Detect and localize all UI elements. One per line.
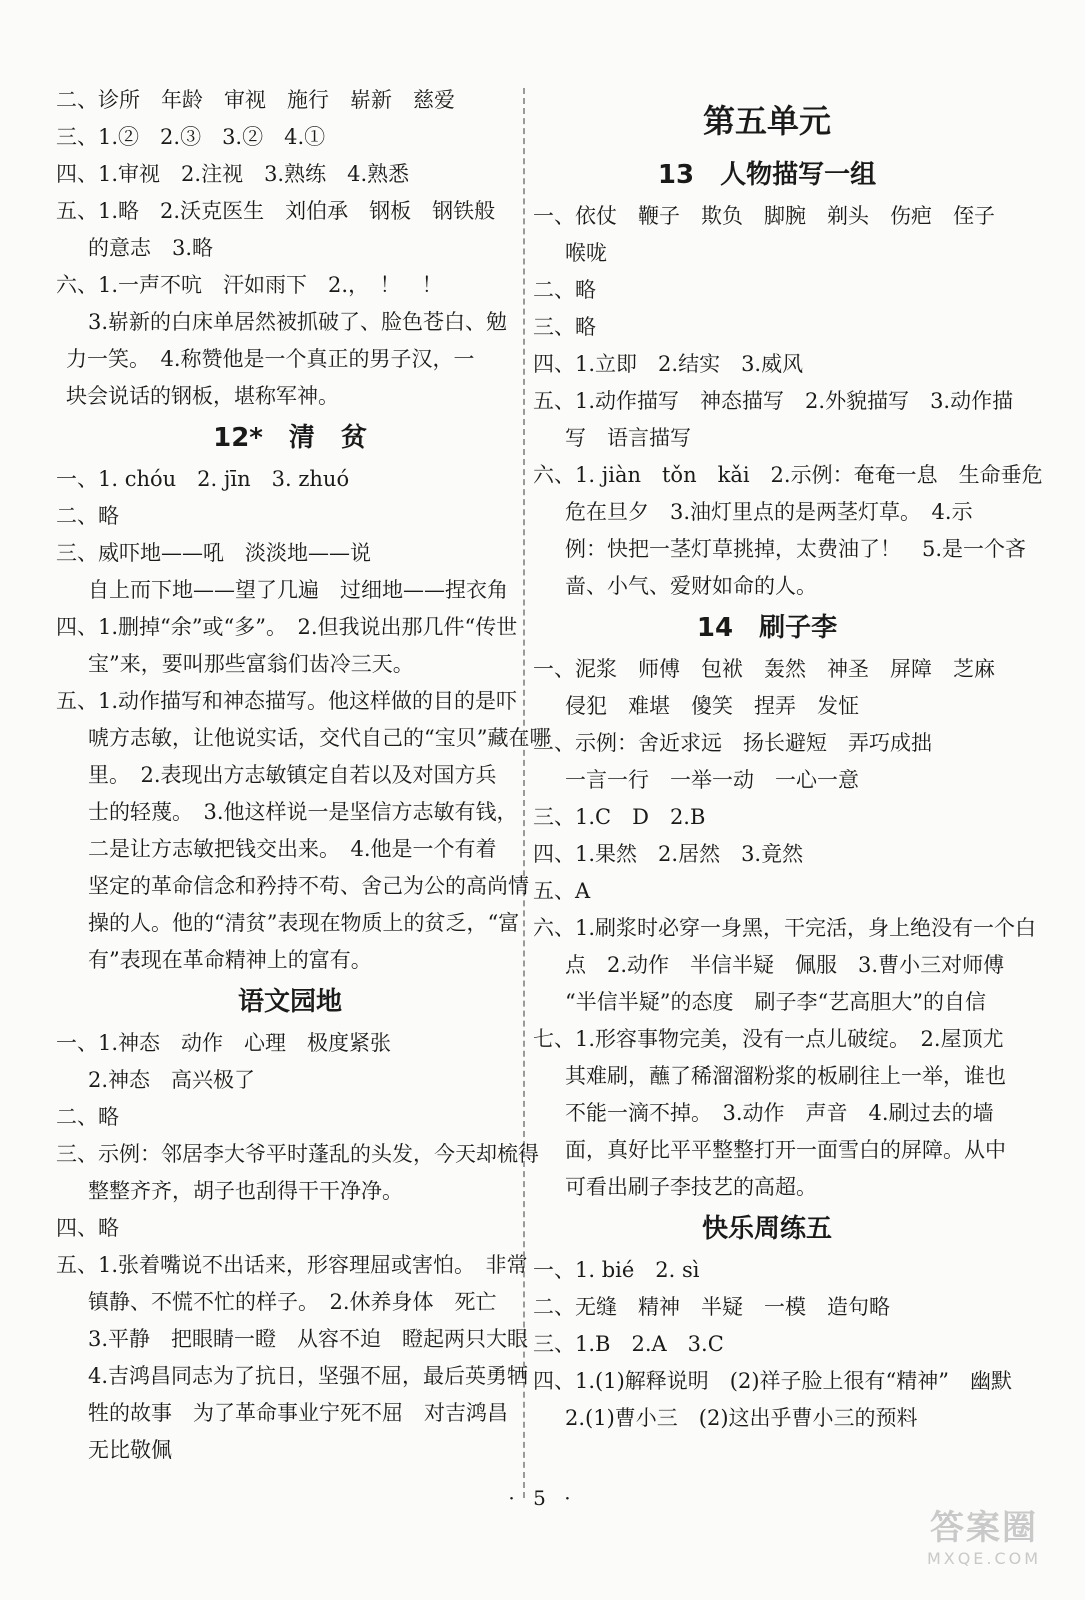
watermark-text: 答案圈 xyxy=(930,1508,1038,1548)
answer-line: 一言一行 一举一动 一心一意 xyxy=(565,768,859,792)
answer-line: 写 语言描写 xyxy=(565,426,691,450)
answer-line: 三、示例：邻居李大爷平时蓬乱的头发，今天却梳得 xyxy=(56,1142,539,1166)
section-heading: 14 刷子李 xyxy=(696,613,838,643)
section-heading: 语文园地 xyxy=(237,987,342,1017)
answer-line: 一、1. chóu 2. jīn 3. zhuó xyxy=(56,467,350,491)
answer-line: 四、1.审视 2.注视 3.熟练 4.熟悉 xyxy=(56,162,410,186)
answer-line: 二、略 xyxy=(56,504,119,528)
answer-line: 4.吉鸿昌同志为了抗日，坚强不屈，最后英勇牺 xyxy=(88,1364,529,1388)
page-number: · 5 · xyxy=(508,1486,577,1510)
answer-line: 啬、小气、爱财如命的人。 xyxy=(565,574,817,598)
answer-line: 牲的故事 为了革命事业宁死不屈 对吉鸿昌 xyxy=(88,1401,508,1425)
answer-line: 二是让方志敏把钱交出来。 4.他是一个有着 xyxy=(88,837,497,861)
answer-line: 侵犯 难堪 傻笑 捏弄 发怔 xyxy=(565,694,859,718)
answer-line: 六、1.刷浆时必穿一身黑，干完活，身上绝没有一个白 xyxy=(533,916,1037,940)
section-heading: 12* 清 贫 xyxy=(213,423,367,453)
answer-line: 宝”来，要叫那些富翁们齿冷三天。 xyxy=(88,652,414,676)
answer-line: 三、威吓地——吼 淡淡地——说 xyxy=(56,541,371,565)
answer-line: 五、1.动作描写 神态描写 2.外貌描写 3.动作描 xyxy=(533,389,1014,413)
answer-line: 其难刷，蘸了稀溜溜粉浆的板刷往上一举，谁也 xyxy=(565,1064,1006,1088)
answer-line: 一、1.神态 动作 心理 极度紧张 xyxy=(56,1031,392,1055)
answer-line: 自上而下地——望了几遍 过细地——捏衣角 xyxy=(88,578,508,602)
answer-line: 二、略 xyxy=(533,278,596,302)
section-heading: 第五单元 xyxy=(702,102,831,140)
answer-line: 3.崭新的白床单居然被抓破了、脸色苍白、勉 xyxy=(88,310,508,334)
answer-line: 三、1.② 2.③ 3.② 4.① xyxy=(56,125,326,149)
answer-line: 坚定的革命信念和矜持不苟、舍己为公的高尚情 xyxy=(88,874,529,898)
answer-line: 五、1.略 2.沃克医生 刘伯承 钢板 钢铁般 xyxy=(56,199,496,223)
section-heading: 13 人物描写一组 xyxy=(657,160,877,190)
section-heading: 快乐周练五 xyxy=(701,1214,832,1244)
answer-line: 五、1.张着嘴说不出话来，形容理屈或害怕。 非常 xyxy=(56,1253,528,1277)
answer-line: 三、1.B 2.A 3.C xyxy=(533,1332,724,1356)
answer-line: 有”表现在革命精神上的富有。 xyxy=(88,948,372,972)
answer-line: 不能一滴不掉。 3.动作 声音 4.刷过去的墙 xyxy=(565,1101,994,1125)
left-column xyxy=(56,82,551,1469)
answer-line: 点 2.动作 半信半疑 佩服 3.曹小三对师傅 xyxy=(565,953,1005,977)
answer-line: 可看出刷子李技艺的高超。 xyxy=(565,1175,817,1199)
answer-line: 3.平静 把眼睛一瞪 从容不迫 瞪起两只大眼 xyxy=(88,1327,529,1351)
answer-line: 四、1.立即 2.结实 3.威风 xyxy=(533,352,804,376)
answer-line: 二、示例：舍近求远 扬长避短 弄巧成拙 xyxy=(533,731,932,755)
answer-line: 里。 2.表现出方志敏镇定自若以及对国方兵 xyxy=(88,763,497,787)
answer-line: 一、依仗 鞭子 欺负 脚腕 剃头 伤疤 侄子 xyxy=(533,204,995,228)
answer-line: 六、1. jiàn tǒn kǎi 2.示例：奄奄一息 生命垂危 xyxy=(533,463,1043,487)
answer-line: 三、略 xyxy=(533,315,596,339)
answer-line: 面，真好比平平整整打开一面雪白的屏障。从中 xyxy=(565,1138,1006,1162)
answer-line: 块会说话的钢板，堪称军神。 xyxy=(66,384,339,408)
watermark-logo xyxy=(899,1500,1069,1578)
answer-line: 无比敬佩 xyxy=(88,1438,172,1462)
answer-line: 力一笑。 4.称赞他是一个真正的男子汉，一 xyxy=(66,347,475,371)
answer-line: 士的轻蔑。 3.他这样说一是坚信方志敏有钱， xyxy=(88,800,518,824)
answer-line: 操的人。他的“清贫”表现在物质上的贫乏，“富 xyxy=(88,911,520,935)
answer-line: 三、1.C D 2.B xyxy=(533,805,706,829)
answer-line: 喉咙 xyxy=(565,241,607,265)
watermark-url: MXQE.COM xyxy=(926,1549,1042,1568)
right-column xyxy=(533,90,1043,1437)
answer-line: 五、A xyxy=(533,879,591,903)
answer-line: “半信半疑”的态度 刷子李“艺高胆大”的自信 xyxy=(565,990,986,1014)
answer-line: 二、诊所 年龄 审视 施行 崭新 慈爱 xyxy=(56,88,455,112)
answer-line: 二、略 xyxy=(56,1105,119,1129)
answer-line: 镇静、不慌不忙的样子。 2.休养身体 死亡 xyxy=(88,1290,497,1314)
answer-line: 五、1.动作描写和神态描写。他这样做的目的是吓 xyxy=(56,689,518,713)
answer-line: 一、1. bié 2. sì xyxy=(533,1258,700,1282)
answer-line: 四、1.(1)解释说明 (2)祥子脸上很有“精神” 幽默 xyxy=(533,1369,1012,1393)
answer-line: 四、略 xyxy=(56,1216,119,1240)
answer-line: 四、1.果然 2.居然 3.竟然 xyxy=(533,842,804,866)
answer-line: 整整齐齐，胡子也刮得干干净净。 xyxy=(88,1179,403,1203)
answer-line: 2.(1)曹小三 (2)这出乎曹小三的预料 xyxy=(565,1406,918,1430)
answer-line: 七、1.形容事物完美，没有一点儿破绽。 2.屋顶尤 xyxy=(533,1027,1004,1051)
answer-line: 六、1.一声不吭 汗如雨下 2.， ！ ！ xyxy=(56,273,443,297)
answer-line: 例：快把一茎灯草挑掉，太费油了！ 5.是一个吝 xyxy=(565,537,1027,561)
answer-line: 唬方志敏，让他说实话，交代自己的“宝贝”藏在哪 xyxy=(88,726,551,750)
answer-line: 二、无缝 精神 半疑 一模 造句略 xyxy=(533,1295,890,1319)
answer-line: 2.神态 高兴极了 xyxy=(88,1068,256,1092)
answer-line: 的意志 3.略 xyxy=(88,236,214,260)
answer-line: 危在旦夕 3.油灯里点的是两茎灯草。 4.示 xyxy=(565,500,973,524)
answer-line: 一、泥浆 师傅 包袱 轰然 神圣 屏障 芝麻 xyxy=(533,657,995,681)
answer-line: 四、1.删掉“余”或“多”。 2.但我说出那几件“传世 xyxy=(56,615,518,639)
